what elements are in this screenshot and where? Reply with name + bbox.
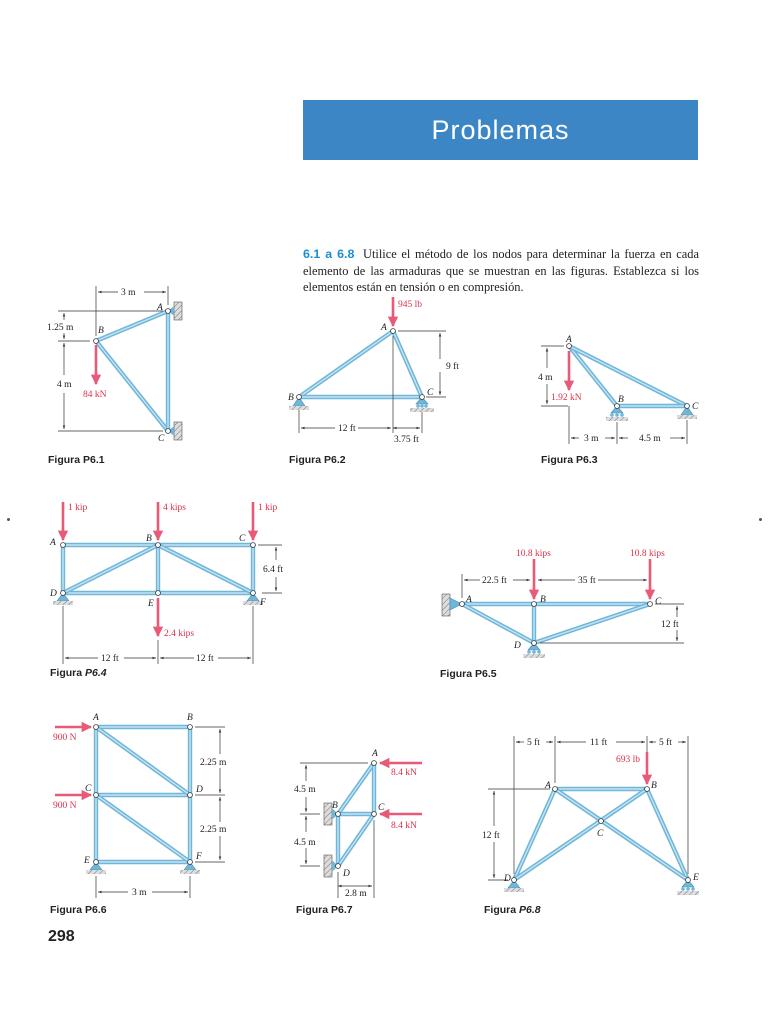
p6-7-dim-top: 4.5 m [294, 785, 316, 795]
p6-5-dim-right: 35 ft [578, 576, 596, 586]
p6-7-load-a: 8.4 kN [391, 768, 417, 778]
p6-8-node-d: D [504, 874, 511, 884]
p6-2-dim-height: 9 ft [446, 362, 459, 372]
p6-2-node-a: A [381, 323, 387, 333]
p6-1-node-a: A [157, 303, 163, 313]
problem-text: Utilice el método de los nodos para determinar la fuerza en cada elemento de las armaduras que se muestran en las figuras. Establezca si los elementos están en tensión o en compresión. [303, 247, 699, 294]
p6-8-dim-height: 12 ft [482, 831, 500, 841]
p6-2-dim-span: 12 ft [338, 424, 356, 434]
p6-2-dim-offset: 3.75 ft [394, 435, 419, 445]
p6-6-node-f: F [196, 852, 202, 862]
caption-p6-2: Figura P6.2 [289, 454, 346, 466]
p6-1-node-c: C [158, 434, 165, 444]
p6-4-load-a: 1 kip [68, 503, 88, 513]
p6-6-node-d: D [196, 785, 203, 795]
p6-2-members [299, 331, 422, 397]
p6-6-dim-width: 3 m [132, 888, 147, 898]
caption-p6-1: Figura P6.1 [48, 454, 105, 466]
p6-5-node-b: B [540, 595, 546, 605]
p6-5-load-c: 10.8 kips [630, 549, 665, 559]
p6-4-dim-right: 12 ft [196, 654, 214, 664]
caption-p6-7: Figura P6.7 [296, 904, 353, 916]
p6-6-dim-bottom: 2.25 m [200, 825, 227, 835]
caption-p6-4-prefix: Figura [50, 667, 86, 679]
p6-3-dim-left: 3 m [584, 434, 599, 444]
p6-4-dim-left: 12 ft [101, 654, 119, 664]
p6-4-load-e: 2.4 kips [164, 629, 195, 639]
p6-3-node-a: A [566, 335, 572, 345]
p6-5-node-a: A [466, 595, 472, 605]
p6-4-node-b: B [146, 534, 152, 544]
p6-5-dim-height: 12 ft [661, 620, 679, 630]
p6-7-load-c: 8.4 kN [391, 821, 417, 831]
p6-8-node-a: A [545, 781, 551, 791]
p6-4-dim-height: 6.4 ft [263, 565, 284, 575]
p6-5-node-d: D [514, 641, 521, 651]
p6-7-node-a: A [372, 749, 378, 759]
p6-8-node-e: E [693, 873, 699, 883]
p6-7-node-c: C [378, 803, 385, 813]
p6-8-node-b: B [651, 781, 657, 791]
p6-7-node-d: D [343, 869, 350, 879]
p6-3-load-label: 1.92 kN [551, 393, 582, 403]
p6-8-dim-right: 5 ft [659, 738, 672, 748]
p6-7-node-b: B [332, 801, 338, 811]
p6-8-load-label: 693 lb [616, 755, 641, 765]
p6-5-members [462, 604, 650, 643]
p6-5-node-c: C [655, 597, 662, 607]
caption-p6-3: Figura P6.3 [541, 454, 598, 466]
figure-p6-3 [538, 335, 699, 444]
p6-4-node-f: F [260, 598, 266, 608]
section-title: Problemas [431, 114, 570, 145]
p6-1-node-b: B [98, 326, 104, 336]
p6-8-node-c: C [597, 829, 604, 839]
p6-6-node-a: A [93, 713, 99, 723]
caption-p6-8-prefix: Figura [484, 904, 520, 916]
p6-8-dim-middle: 11 ft [590, 738, 608, 748]
p6-3-dim-right: 4.5 m [639, 434, 661, 444]
caption-p6-5: Figura P6.5 [440, 668, 497, 680]
figure-p6-7 [294, 749, 422, 899]
caption-p6-8-number: P6.8 [519, 904, 541, 916]
p6-6-dim-top: 2.25 m [200, 758, 227, 768]
caption-p6-4-number: P6.4 [85, 667, 107, 679]
p6-3-dim-height: 4 m [538, 373, 553, 383]
p6-5-dim-left: 22.5 ft [482, 576, 507, 586]
figure-p6-2 [288, 297, 459, 445]
p6-1-dim-width: 3 m [121, 288, 136, 298]
p6-3-node-b: B [618, 395, 624, 405]
p6-6-node-c: C [85, 784, 92, 794]
figure-p6-4 [49, 502, 283, 664]
p6-6-load-a: 900 N [53, 733, 77, 743]
p6-2-node-c: C [427, 388, 434, 398]
p6-4-node-d: D [50, 589, 57, 599]
p6-5-load-b: 10.8 kips [516, 549, 551, 559]
p6-7-dim-width: 2.8 m [345, 889, 367, 899]
p6-3-node-c: C [692, 402, 699, 412]
caption-p6-8 [484, 904, 541, 916]
p6-2-node-b: B [288, 393, 294, 403]
figure-p6-1 [47, 286, 182, 444]
p6-6-members [96, 727, 190, 862]
p6-4-load-c: 1 kip [258, 503, 278, 513]
p6-4-members [63, 545, 253, 593]
p6-4-node-a: A [50, 538, 56, 548]
figure-p6-6 [53, 713, 227, 898]
caption-p6-6: Figura P6.6 [50, 904, 107, 916]
p6-4-load-b: 4 kips [163, 503, 186, 513]
p6-6-load-c: 900 N [53, 801, 77, 811]
p6-1-dim-height: 4 m [57, 380, 72, 390]
p6-2-load-label: 945 lb [398, 300, 423, 310]
problem-number: 6.1 a 6.8 [303, 247, 355, 261]
p6-1-members [96, 311, 168, 431]
p6-4-node-c: C [239, 534, 246, 544]
caption-p6-4 [50, 667, 107, 679]
p6-4-node-e: E [148, 599, 154, 609]
p6-3-members [569, 346, 687, 406]
figure-p6-8 [482, 736, 699, 895]
p6-8-dim-left: 5 ft [527, 738, 540, 748]
p6-7-members [338, 763, 374, 866]
p6-1-dim-top: 1.25 m [47, 323, 74, 333]
page-number: 298 [48, 928, 75, 945]
p6-1-load-label: 84 kN [83, 390, 107, 400]
p6-7-dim-bottom: 4.5 m [294, 838, 316, 848]
figure-p6-5 [442, 549, 684, 658]
p6-6-node-e: E [84, 856, 90, 866]
p6-6-dimensions [96, 727, 225, 898]
p6-6-node-b: B [187, 713, 193, 723]
